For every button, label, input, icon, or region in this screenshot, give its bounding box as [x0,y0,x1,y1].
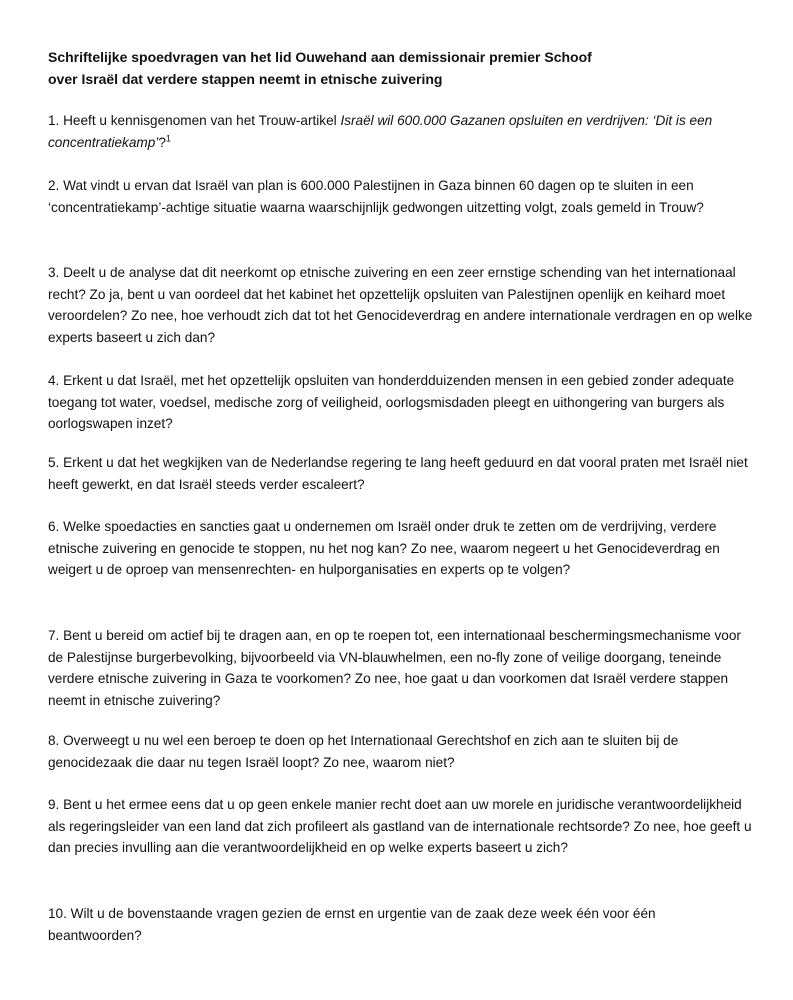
question-10: 10. Wilt u de bovenstaande vragen gezien de ernst en urgentie van de zaak deze week één voor één beantwoorden? [48,906,656,943]
question-3: 3. Deelt u de analyse dat dit neerkomt op etnische zuivering en een zeer ernstige schending van het internationaal recht? Zo ja, bent u van oordeel dat het kabinet het opzettelijk opsluiten van Palestijnen openlijk en keihard moet veroordelen? Zo nee, hoe verhoudt zich dat tot het Genocideverdrag en andere internationale verdragen en op welke experts baseert u zich dan? [48,265,753,345]
question-4: 4. Erkent u dat Israël, met het opzettelijk opsluiten van honderdduizenden mensen in een gebied zonder adequate toegang tot water, voedsel, medische zorg of veiligheid, oorlogsmisdaden pleegt en uithongering van burgers als oorlogswapen inzet? [48,373,735,431]
question-1 [48,110,753,153]
question-1-prefix: 1. Heeft u kennisgenomen van het Trouw-artikel [48,113,341,128]
question-6: 6. Welke spoedacties en sancties gaat u ondernemen om Israël onder druk te zetten om de verdrijving, verdere etnische zuivering en genocide te stoppen, nu het nog kan? Zo nee, waarom negeert u het Genocideverdrag en weigert u de oproep van mensenrechten- en hulporganisaties en experts op te volgen? [48,519,720,577]
question-1-suffix: ? [158,134,166,150]
title-line-2: over Israël dat verdere stappen neemt in etnische zuivering [48,71,443,87]
question-5: 5. Erkent u dat het wegkijken van de Nederlandse regering te lang heeft geduurd en dat vooral praten met Israël niet heeft gewerkt, en dat Israël steeds verder escaleert? [48,455,748,492]
article-title: Israël wil 600.000 Gazanen opsluiten en verdrijven: ‘Dit is een concentratiekamp’ [48,113,713,150]
question-9: 9. Bent u het ermee eens dat u op geen enkele manier recht doet aan uw morele en juridische verantwoordelijkheid als regeringsleider van een land dat zich profileert als gastland van de internationale rechtsorde? Zo nee, hoe geeft u dan precies invulling aan die verantwoordelijkheid en op welke experts baseert u zich? [48,797,752,855]
document-title [48,46,753,90]
footnote-marker: 1 [165,132,171,143]
question-7: 7. Bent u bereid om actief bij te dragen aan, en op te roepen tot, een internationaal beschermingsmechanisme voor de Palestijnse burgerbevolking, bijvoorbeeld via VN-blauwhelmen, een no-fly zone of veilige doorgang, teneinde verdere etnische zuivering in Gaza te voorkomen? Zo nee, hoe gaat u dan voorkomen dat Israël verdere stappen neemt in etnische zuivering? [48,628,741,708]
title-line-1: Schriftelijke spoedvragen van het lid Ouwehand aan demissionair premier Schoof [48,49,592,65]
question-2: 2. Wat vindt u ervan dat Israël van plan is 600.000 Palestijnen in Gaza binnen 60 dagen op te sluiten in een ‘concentratiekamp’-achtige situatie waarna waarschijnlijk gedwongen uitzetting volgt, zoals gemeld in Trouw? [48,178,704,215]
question-8: 8. Overweegt u nu wel een beroep te doen op het Internationaal Gerechtshof en zich aan te sluiten bij de genocidezaak die daar nu tegen Israël loopt? Zo nee, waarom niet? [48,733,679,770]
